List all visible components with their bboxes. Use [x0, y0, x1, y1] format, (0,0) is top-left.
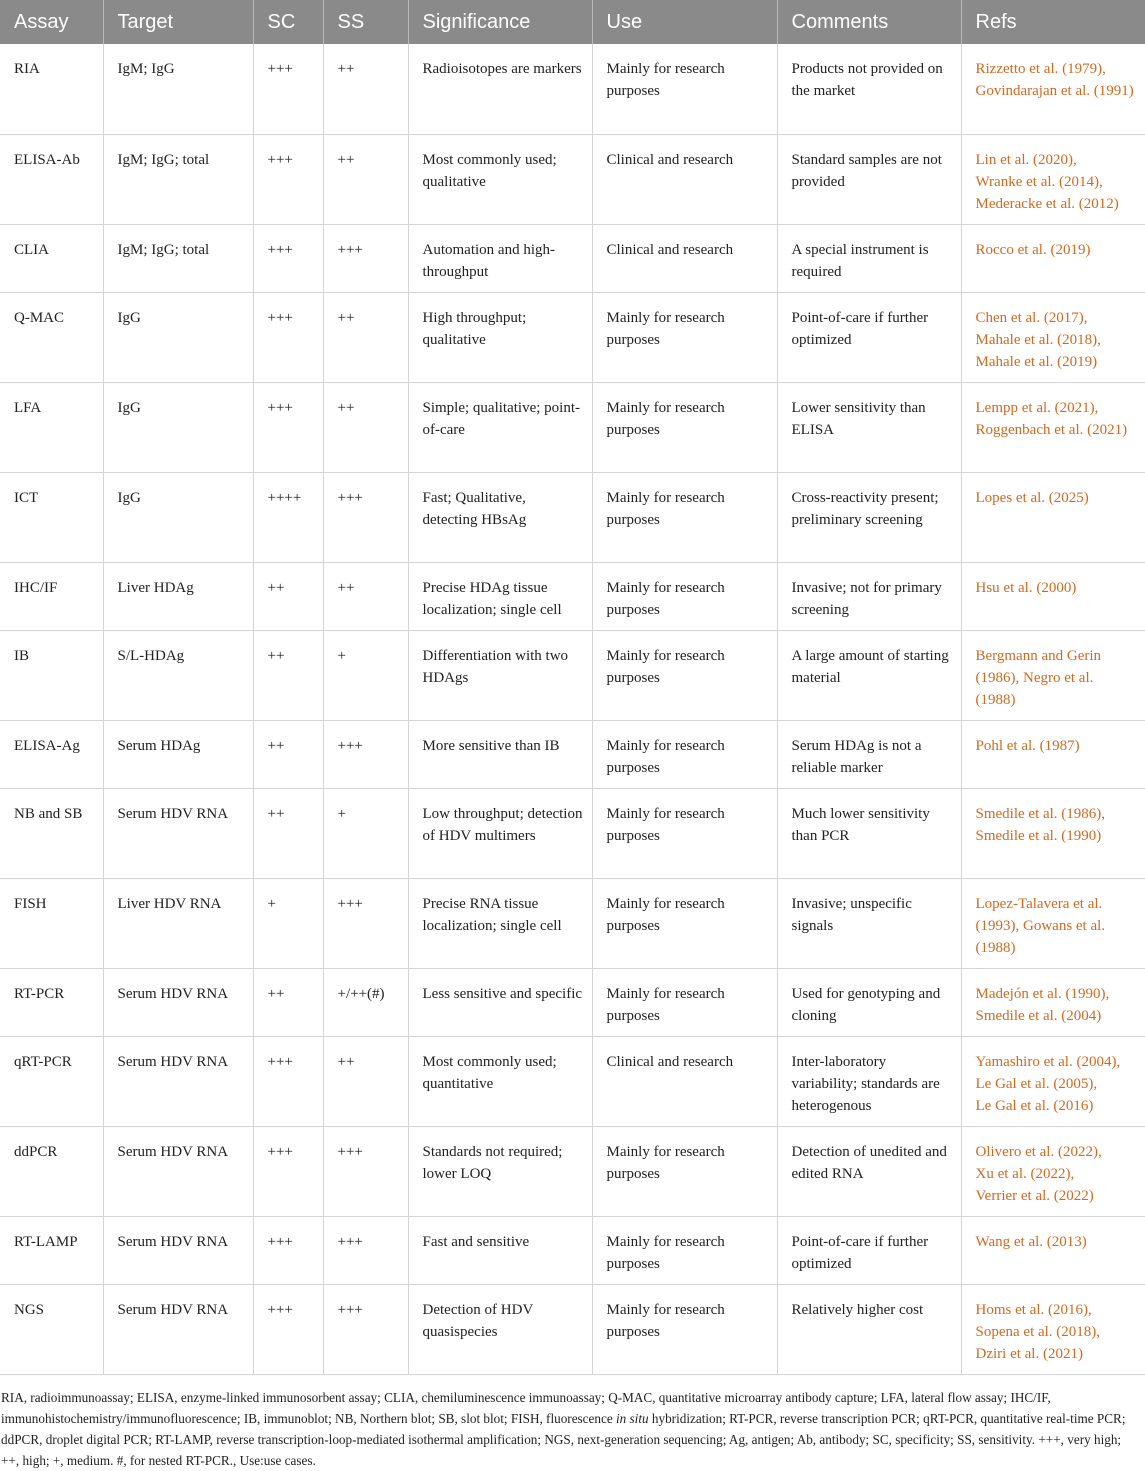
column-header-assay: Assay [0, 0, 103, 44]
cell-assay: ICT [0, 472, 103, 562]
cell-use: Mainly for research purposes [592, 878, 777, 968]
cell-sc: +++ [253, 1284, 323, 1374]
reference-link[interactable]: Olivero et al. (2022), [975, 1143, 1102, 1160]
cell-assay: CLIA [0, 224, 103, 292]
table-row [0, 562, 1145, 630]
cell-refs [961, 1284, 1145, 1374]
column-header-ss: SS [323, 0, 408, 44]
reference-link[interactable]: Mederacke et al. (2012) [975, 195, 1119, 212]
reference-link[interactable]: Chen et al. (2017), [975, 309, 1088, 326]
cell-target: IgM; IgG [103, 44, 253, 134]
cell-comments: A special instrument is required [777, 224, 961, 292]
cell-assay: ddPCR [0, 1126, 103, 1216]
table-footnote [0, 1375, 1141, 1471]
cell-ss: ++ [323, 44, 408, 134]
cell-ss: +++ [323, 878, 408, 968]
cell-sc: +++ [253, 1216, 323, 1284]
table-row [0, 292, 1145, 382]
cell-comments: Serum HDAg is not a reliable marker [777, 720, 961, 788]
cell-target: Liver HDV RNA [103, 878, 253, 968]
cell-target: IgM; IgG; total [103, 224, 253, 292]
reference-link[interactable]: Bergmann and Gerin (1986), Negro et al. (1988) [975, 647, 1102, 708]
cell-sc: + [253, 878, 323, 968]
cell-significance: Less sensitive and specific [408, 968, 592, 1036]
cell-assay: RT-PCR [0, 968, 103, 1036]
cell-ss: +++ [323, 1216, 408, 1284]
cell-sc: ++ [253, 968, 323, 1036]
cell-comments: A large amount of starting material [777, 630, 961, 720]
reference-link[interactable]: Rocco et al. (2019) [975, 241, 1091, 258]
reference-link[interactable]: Homs et al. (2016), [975, 1301, 1092, 1318]
cell-refs [961, 224, 1145, 292]
cell-refs [961, 292, 1145, 382]
cell-ss: ++ [323, 134, 408, 224]
cell-refs [961, 788, 1145, 878]
cell-target: Serum HDV RNA [103, 968, 253, 1036]
cell-use: Mainly for research purposes [592, 472, 777, 562]
reference-link[interactable]: Smedile et al. (1986), [975, 805, 1106, 822]
cell-assay: RIA [0, 44, 103, 134]
cell-sc: ++++ [253, 472, 323, 562]
column-header-sc: SC [253, 0, 323, 44]
cell-significance: Detection of HDV quasispecies [408, 1284, 592, 1374]
cell-use: Clinical and research [592, 1036, 777, 1126]
reference-link[interactable]: Lin et al. (2020), [975, 151, 1077, 168]
reference-link[interactable]: Lempp et al. (2021), [975, 399, 1099, 416]
reference-link[interactable]: Mahale et al. (2018), [975, 331, 1101, 348]
cell-refs [961, 720, 1145, 788]
cell-comments: Invasive; not for primary screening [777, 562, 961, 630]
cell-use: Clinical and research [592, 224, 777, 292]
table-row [0, 1126, 1145, 1216]
table-row [0, 1036, 1145, 1126]
cell-comments: Detection of unedited and edited RNA [777, 1126, 961, 1216]
cell-ss: + [323, 630, 408, 720]
cell-ss: +++ [323, 720, 408, 788]
cell-significance: Most commonly used; qualitative [408, 134, 592, 224]
reference-link[interactable]: Roggenbach et al. (2021) [975, 421, 1128, 438]
cell-significance: Precise RNA tissue localization; single cell [408, 878, 592, 968]
cell-sc: +++ [253, 292, 323, 382]
reference-link[interactable]: Lopez-Talavera et al. (1993), Gowans et al. (1988) [975, 895, 1106, 956]
cell-refs [961, 968, 1145, 1036]
cell-ss: ++ [323, 292, 408, 382]
reference-link[interactable]: Mahale et al. (2019) [975, 353, 1098, 370]
cell-significance: Standards not required; lower LOQ [408, 1126, 592, 1216]
cell-use: Mainly for research purposes [592, 382, 777, 472]
table-row [0, 788, 1145, 878]
table-header [0, 0, 1145, 44]
footnote-text-part2: hybridization; RT-PCR, reverse transcription PCR; qRT-PCR, quantitative real-time PCR; ddPCR, droplet digital PCR; RT-LAMP, reverse transcription-loop-mediated isothermal amplification; NGS, next-generation sequencing; Ag, antigen; Ab, antibody; SC, specificity; SS, sensitivity. +++, very high; ++, high; +, medium. #, for nested RT-PCR., Use:use cases. [1, 1410, 1126, 1468]
cell-significance: More sensitive than IB [408, 720, 592, 788]
cell-ss: ++ [323, 1036, 408, 1126]
reference-link[interactable]: Pohl et al. (1987) [975, 737, 1080, 754]
cell-refs [961, 1126, 1145, 1216]
cell-use: Mainly for research purposes [592, 1126, 777, 1216]
cell-significance: Radioisotopes are markers [408, 44, 592, 134]
cell-use: Mainly for research purposes [592, 292, 777, 382]
cell-assay: IHC/IF [0, 562, 103, 630]
cell-comments: Products not provided on the market [777, 44, 961, 134]
column-header-significance: Significance [408, 0, 592, 44]
column-header-comments: Comments [777, 0, 961, 44]
cell-comments: Inter-laboratory variability; standards are heterogenous [777, 1036, 961, 1126]
cell-assay: qRT-PCR [0, 1036, 103, 1126]
cell-refs [961, 134, 1145, 224]
table-row [0, 878, 1145, 968]
reference-link[interactable]: Wang et al. (2013) [975, 1233, 1087, 1250]
cell-sc: +++ [253, 224, 323, 292]
cell-assay: ELISA-Ab [0, 134, 103, 224]
table-row [0, 472, 1145, 562]
cell-target: S/L-HDAg [103, 630, 253, 720]
cell-sc: +++ [253, 1126, 323, 1216]
table-body [0, 44, 1145, 1374]
cell-refs [961, 472, 1145, 562]
cell-use: Mainly for research purposes [592, 968, 777, 1036]
cell-target: IgG [103, 472, 253, 562]
cell-assay: ELISA-Ag [0, 720, 103, 788]
cell-target: Serum HDV RNA [103, 1036, 253, 1126]
reference-link[interactable]: Hsu et al. (2000) [975, 579, 1077, 596]
cell-comments: Much lower sensitivity than PCR [777, 788, 961, 878]
cell-use: Mainly for research purposes [592, 788, 777, 878]
table-row [0, 44, 1145, 134]
cell-assay: FISH [0, 878, 103, 968]
cell-ss: +++ [323, 224, 408, 292]
cell-significance: High throughput; qualitative [408, 292, 592, 382]
cell-refs [961, 562, 1145, 630]
cell-refs [961, 44, 1145, 134]
reference-link[interactable]: Smedile et al. (2004) [975, 1007, 1102, 1024]
table-row [0, 1284, 1145, 1374]
cell-use: Mainly for research purposes [592, 44, 777, 134]
cell-significance: Differentiation with two HDAgs [408, 630, 592, 720]
reference-link[interactable]: Xu et al. (2022), [975, 1165, 1075, 1182]
cell-assay: LFA [0, 382, 103, 472]
cell-sc: ++ [253, 788, 323, 878]
cell-comments: Invasive; unspecific signals [777, 878, 961, 968]
cell-use: Mainly for research purposes [592, 720, 777, 788]
table-row [0, 224, 1145, 292]
header-row [0, 0, 1145, 44]
cell-refs [961, 630, 1145, 720]
cell-sc: ++ [253, 562, 323, 630]
cell-target: IgG [103, 382, 253, 472]
column-header-target: Target [103, 0, 253, 44]
reference-link[interactable]: Yamashiro et al. (2004), [975, 1053, 1121, 1070]
cell-use: Mainly for research purposes [592, 562, 777, 630]
footnote-text-part1: RIA, radioimmunoassay; ELISA, enzyme-linked immunosorbent assay; CLIA, chemiluminescence immunoassay; Q-MAC, quantitative microarray antibody capture; LFA, lateral flow assay; IHC/IF, immunohistochemistry/immunofluorescence; IB, immunoblot; NB, Northern blot; SB, slot blot; FISH, fluorescence [1, 1389, 1051, 1426]
table-row [0, 1216, 1145, 1284]
cell-significance: Fast; Qualitative, detecting HBsAg [408, 472, 592, 562]
reference-link[interactable]: Lopes et al. (2025) [975, 489, 1089, 506]
cell-comments: Lower sensitivity than ELISA [777, 382, 961, 472]
reference-link[interactable]: Rizzetto et al. (1979), [975, 61, 1106, 77]
cell-target: Serum HDV RNA [103, 1284, 253, 1374]
cell-sc: ++ [253, 630, 323, 720]
cell-ss: +/++(#) [323, 968, 408, 1036]
table-row [0, 720, 1145, 788]
cell-ss: +++ [323, 472, 408, 562]
cell-significance: Most commonly used; quantitative [408, 1036, 592, 1126]
cell-significance: Low throughput; detection of HDV multimers [408, 788, 592, 878]
cell-ss: +++ [323, 1284, 408, 1374]
cell-refs [961, 1036, 1145, 1126]
cell-target: Serum HDV RNA [103, 1126, 253, 1216]
column-header-refs: Refs [961, 0, 1145, 44]
cell-refs [961, 382, 1145, 472]
cell-sc: +++ [253, 382, 323, 472]
reference-link[interactable]: Madejón et al. (1990), [975, 985, 1110, 1002]
cell-use: Clinical and research [592, 134, 777, 224]
cell-comments: Used for genotyping and cloning [777, 968, 961, 1036]
cell-ss: +++ [323, 1126, 408, 1216]
cell-significance: Simple; qualitative; point-of-care [408, 382, 592, 472]
reference-link[interactable]: Govindarajan et al. (1991) [975, 83, 1134, 99]
cell-ss: ++ [323, 382, 408, 472]
cell-significance: Fast and sensitive [408, 1216, 592, 1284]
cell-refs [961, 1216, 1145, 1284]
cell-assay: Q-MAC [0, 292, 103, 382]
reference-link[interactable]: Sopena et al. (2018), [975, 1323, 1101, 1340]
cell-target: Serum HDV RNA [103, 788, 253, 878]
cell-assay: NB and SB [0, 788, 103, 878]
table-row [0, 968, 1145, 1036]
cell-refs [961, 878, 1145, 968]
cell-sc: +++ [253, 44, 323, 134]
reference-link[interactable]: Dziri et al. (2021) [975, 1345, 1083, 1362]
footnote-italic-text: in situ [615, 1410, 649, 1426]
cell-use: Mainly for research purposes [592, 630, 777, 720]
cell-comments: Point-of-care if further optimized [777, 1216, 961, 1284]
cell-target: Serum HDV RNA [103, 1216, 253, 1284]
cell-target: Liver HDAg [103, 562, 253, 630]
column-header-use: Use [592, 0, 777, 44]
cell-sc: +++ [253, 134, 323, 224]
reference-link[interactable]: Smedile et al. (1990) [975, 827, 1102, 844]
reference-link[interactable]: Le Gal et al. (2005), [975, 1075, 1098, 1092]
cell-significance: Automation and high-throughput [408, 224, 592, 292]
table-row [0, 382, 1145, 472]
cell-sc: +++ [253, 1036, 323, 1126]
cell-assay: RT-LAMP [0, 1216, 103, 1284]
cell-ss: ++ [323, 562, 408, 630]
reference-link[interactable]: Verrier et al. (2022) [975, 1187, 1094, 1204]
cell-target: IgG [103, 292, 253, 382]
cell-assay: NGS [0, 1284, 103, 1374]
cell-comments: Standard samples are not provided [777, 134, 961, 224]
cell-assay: IB [0, 630, 103, 720]
cell-target: Serum HDAg [103, 720, 253, 788]
cell-ss: + [323, 788, 408, 878]
cell-comments: Point-of-care if further optimized [777, 292, 961, 382]
cell-comments: Relatively higher cost [777, 1284, 961, 1374]
cell-sc: ++ [253, 720, 323, 788]
table-row [0, 134, 1145, 224]
cell-use: Mainly for research purposes [592, 1284, 777, 1374]
reference-link[interactable]: Wranke et al. (2014), [975, 173, 1103, 190]
cell-comments: Cross-reactivity present; preliminary screening [777, 472, 961, 562]
reference-link[interactable]: Le Gal et al. (2016) [975, 1097, 1094, 1114]
cell-significance: Precise HDAg tissue localization; single cell [408, 562, 592, 630]
cell-use: Mainly for research purposes [592, 1216, 777, 1284]
table-row [0, 630, 1145, 720]
cell-target: IgM; IgG; total [103, 134, 253, 224]
